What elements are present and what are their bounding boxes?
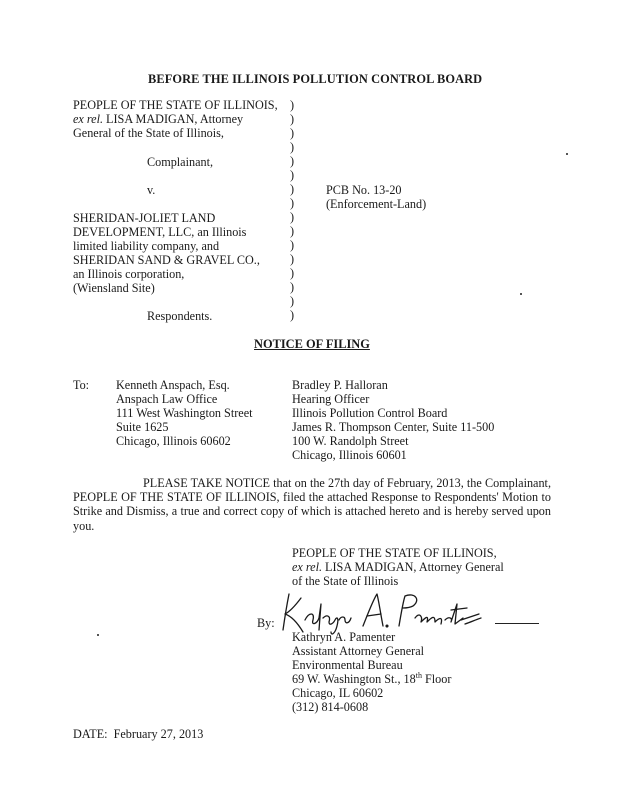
respondent-line-4: SHERIDAN SAND & GRAVEL CO., [73,253,260,267]
respondent-line-6: (Wiensland Site) [73,281,155,295]
addressee-right-5: 100 W. Randolph Street [292,434,409,448]
addressee-left-2: Anspach Law Office [116,392,218,406]
signer-name: Kathryn A. Pamenter [292,630,396,644]
respondent-line-1: SHERIDAN-JOLIET LAND [73,211,216,225]
respondent-line-2: DEVELOPMENT, LLC, an Illinois [73,225,247,239]
addressee-left-4: Suite 1625 [116,420,169,434]
signer-address: 69 W. Washington St., 18th Floor [292,670,452,686]
respondents-label: Respondents. [147,309,213,323]
notice-body-paragraph [73,476,551,533]
addressee-left-3: 111 West Washington Street [116,406,253,420]
plaintiff-line-1: PEOPLE OF THE STATE OF ILLINOIS, [73,98,278,112]
addressee-left-5: Chicago, Illinois 60602 [116,434,231,448]
board-title: BEFORE THE ILLINOIS POLLUTION CONTROL BOARD [148,72,483,86]
plaintiff-line-2: ex rel. LISA MADIGAN, Attorney [73,112,244,126]
signer-phone: (312) 814-0608 [292,700,369,714]
signer-title: Assistant Attorney General [292,644,425,658]
date-line: DATE: February 27, 2013 [73,727,204,741]
signer-city: Chicago, IL 60602 [292,686,384,700]
sig-party-line-1: PEOPLE OF THE STATE OF ILLINOIS, [292,546,497,560]
versus-label: v. [147,183,156,197]
notice-body-text: PLEASE TAKE NOTICE that on the 27th day of February, 2013, the Complainant, PEOPLE OF THE STATE OF ILLINOIS, filed the attached Response to Respondents' Motion to Strike and Dismiss, a true and correct copy of which is attached hereto and is hereby served upon you. [73,476,551,533]
signature-underline [495,623,539,624]
scan-speck [97,634,99,636]
respondent-line-5: an Illinois corporation, [73,267,185,281]
case-number: PCB No. 13-20 [326,183,402,197]
complainant-label: Complainant, [147,155,214,169]
sig-party-line-3: of the State of Illinois [292,574,399,588]
addressee-right-3: Illinois Pollution Control Board [292,406,448,420]
respondent-line-3: limited liability company, and [73,239,220,253]
addressee-right-4: James R. Thompson Center, Suite 11-500 [292,420,495,434]
by-label: By: [257,616,275,630]
plaintiff-line-3: General of the State of Illinois, [73,126,224,140]
scan-speck [520,293,522,295]
addressee-right-1: Bradley P. Halloran [292,378,388,392]
notice-title: NOTICE OF FILING [254,337,370,351]
addressee-left-1: Kenneth Anspach, Esq. [116,378,230,392]
addressee-right-2: Hearing Officer [292,392,370,406]
to-label: To: [73,378,90,392]
case-type: (Enforcement-Land) [326,197,427,211]
signer-bureau: Environmental Bureau [292,658,403,672]
scan-speck [566,153,568,155]
addressee-right-6: Chicago, Illinois 60601 [292,448,407,462]
sig-party-line-2: ex rel. LISA MADIGAN, Attorney General [292,560,504,574]
caption-paren-column: ) ) ) ) ) ) ) ) ) ) ) ) ) ) ) ) [290,98,295,322]
